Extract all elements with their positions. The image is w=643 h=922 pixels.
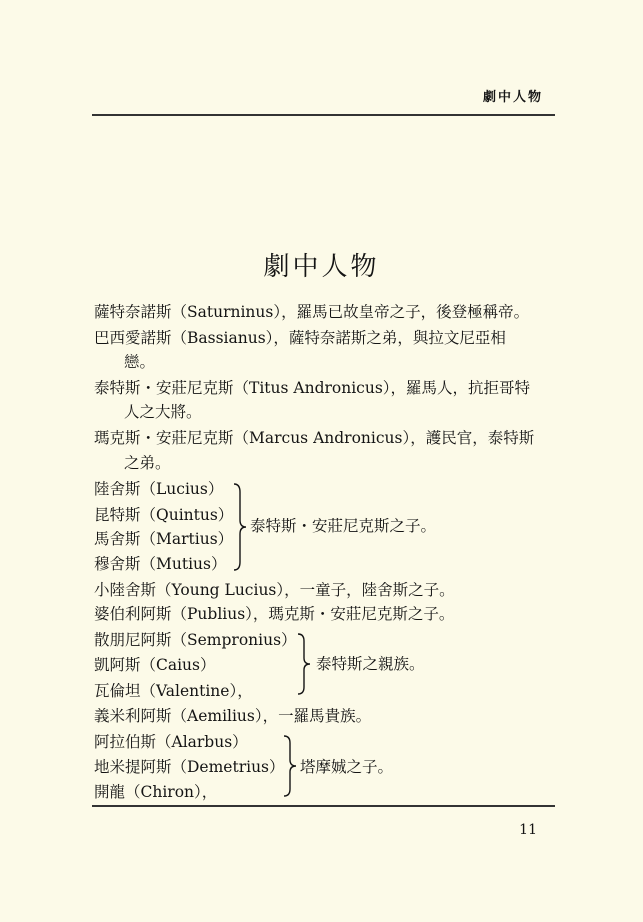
list-item: 戀。 — [124, 353, 156, 371]
list-item: 巴西愛諾斯（Bassianus），薩特奈諾斯之弟，與拉文尼亞相 — [94, 329, 506, 347]
list-item: 地米提阿斯（Demetrius） — [94, 758, 285, 776]
list-item: 人之大將。 — [124, 403, 202, 421]
list-item: 散朋尼阿斯（Sempronius） — [94, 631, 297, 649]
group-label: 塔摩娍之子。 — [300, 758, 394, 776]
list-item: 瓦倫坦（Valentine）， — [94, 682, 253, 700]
list-item: 馬舍斯（Martius） — [94, 530, 234, 548]
group-label: 泰特斯之親族。 — [316, 655, 425, 673]
list-item: 之弟。 — [124, 454, 171, 472]
list-item: 昆特斯（Quintus） — [94, 506, 234, 524]
list-item: 泰特斯・安莊尼克斯（Titus Andronicus），羅馬人，抗拒哥特 — [94, 379, 531, 397]
list-item: 小陸舍斯（Young Lucius），一童子，陸舍斯之子。 — [94, 581, 455, 599]
list-item: 陸舍斯（Lucius） — [94, 480, 224, 498]
page-number: 11 — [519, 822, 537, 838]
footer-rule — [92, 805, 555, 807]
page-title: 劇中人物 — [263, 252, 380, 282]
list-item: 瑪克斯・安莊尼克斯（Marcus Andronicus），護民官，泰特斯 — [94, 429, 535, 447]
list-item: 薩特奈諾斯（Saturninus），羅馬已故皇帝之子，後登極稱帝。 — [94, 303, 530, 321]
brace-icon — [296, 632, 312, 696]
list-item: 穆舍斯（Mutius） — [94, 555, 227, 573]
group-label: 泰特斯・安莊尼克斯之子。 — [250, 517, 437, 535]
brace-icon — [282, 734, 298, 798]
header-rule — [92, 114, 555, 116]
running-head: 劇中人物 — [482, 90, 543, 105]
list-item: 阿拉伯斯（Alarbus） — [94, 733, 248, 751]
list-item: 凱阿斯（Caius） — [94, 656, 216, 674]
list-item: 開龍（Chiron）， — [94, 783, 218, 801]
list-item: 義米利阿斯（Aemilius），一羅馬貴族。 — [94, 707, 372, 725]
brace-icon — [232, 482, 248, 572]
list-item: 婆伯利阿斯（Publius），瑪克斯・安莊尼克斯之子。 — [94, 605, 455, 623]
